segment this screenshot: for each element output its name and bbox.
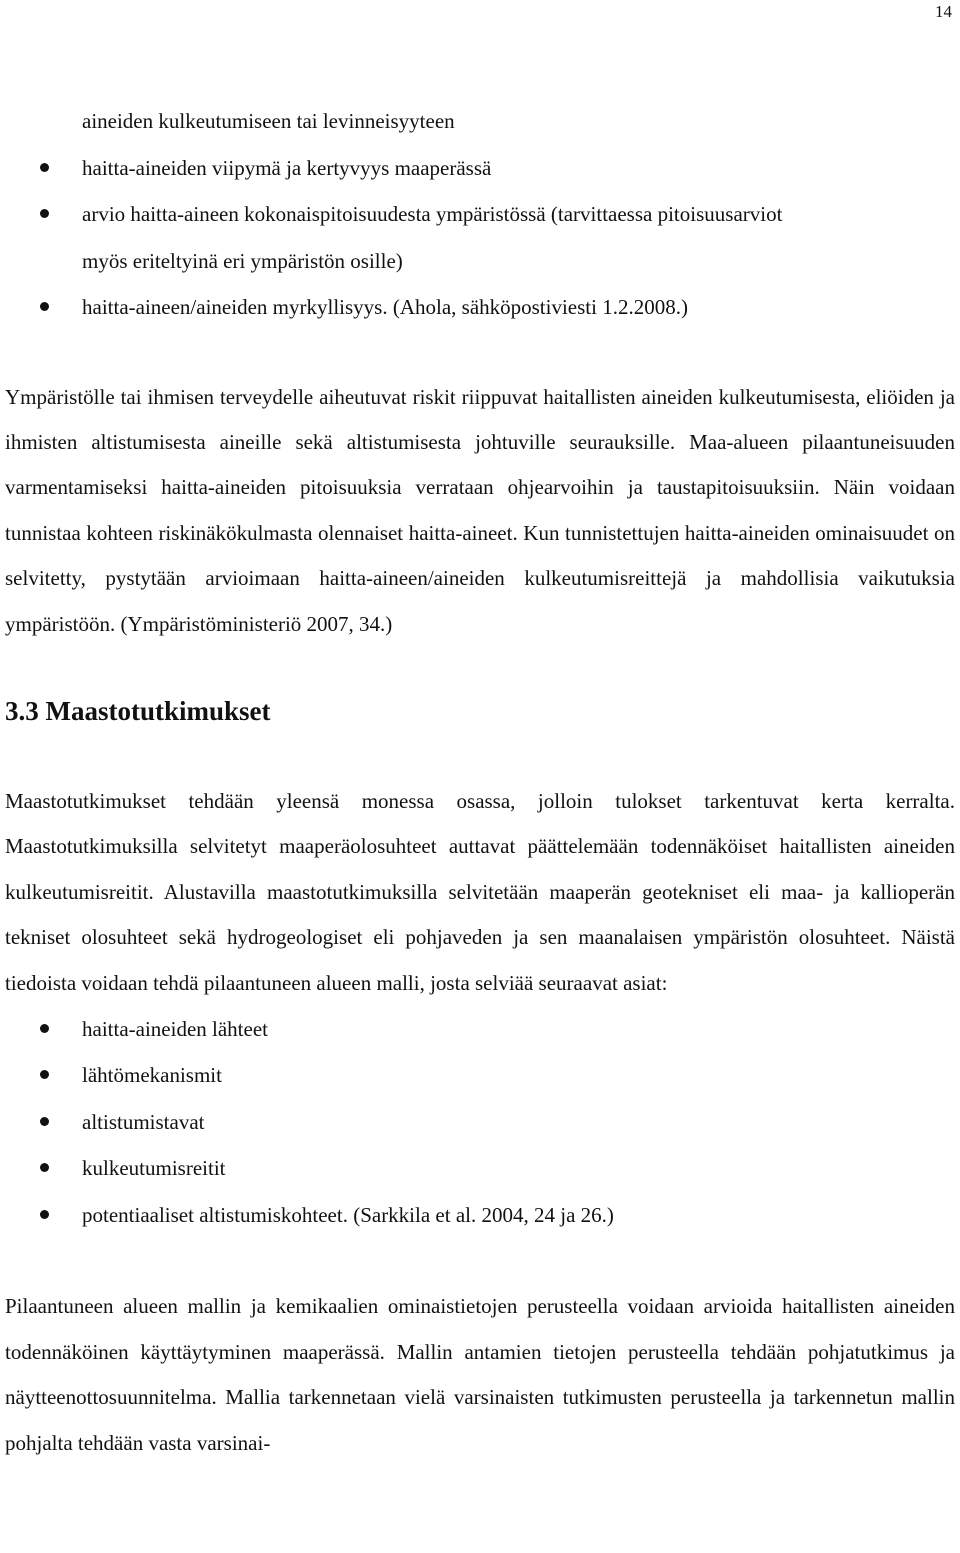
list-item: arvio haitta-aineen kokonaispitoisuudesta ympäristössä (tarvittaessa pitoisuusarviot (5, 191, 955, 238)
paragraph-model: Pilaantuneen alueen mallin ja kemikaalien ominaistietojen perusteella voidaan arvioida haitallisten aineiden todennäköinen käyttäytyminen maaperässä. Mallin antamien tietojen perusteella tehdään pohjatutkimus ja näytteenottosuunnitelma. Mallia tarkennetaan vielä varsinaisten tutkimusten perusteella ja tarkennetun mallin pohjalta tehdään vasta varsinai- (5, 1294, 955, 1455)
top-bullet-list (5, 98, 955, 331)
section-heading: 3.3 Maastotutkimukset (5, 695, 271, 726)
list-item: potentiaaliset altistumiskohteet. (Sarkkila et al. 2004, 24 ja 26.) (5, 1192, 955, 1239)
list-item: altistumistavat (5, 1099, 955, 1146)
list-item: haitta-aineiden viipymä ja kertyvyys maaperässä (5, 145, 955, 192)
paragraph-risks: Ympäristölle tai ihmisen terveydelle aiheutuvat riskit riippuvat haitallisten aineiden kulkeutumisesta, eliöiden ja ihmisten altistumisesta aineille sekä altistumisesta johtuville seurauksille. Maa-alueen pilaantuneisuuden varmentamiseksi haitta-aineiden pitoisuuksia verrataan ohjearvoihin ja taustapitoisuuksiin. Näin voidaan tunnistaa kohteen riskinäkökulmasta olennaiset haitta-aineet. Kun tunnistettujen haitta-aineiden ominaisuudet on selvitetty, pystytään arvioimaan haitta-aineen/aineiden kulkeutumisreittejä ja mahdollisia vaikutuksia ympäristöön. (Ympäristöministeriö 2007, 34.) (5, 384, 955, 636)
paragraph-field-studies: Maastotutkimukset tehdään yleensä monessa osassa, jolloin tulokset tarkentuvat kerta kerralta. Maastotutkimuksilla selvitetyt maaperäolosuhteet auttavat päättelemään todennäköiset haitallisten aineiden kulkeutumisreitit. Alustavilla maastotutkimuksilla selvitetään maaperän geotekniset eli maa- ja kallioperän tekniset olosuhteet sekä hydrogeologiset eli pohjaveden ja sen maanalaisen ympäristön olosuhteet. Näistä tiedoista voidaan tehdä pilaantuneen alueen malli, josta selviää seuraavat asiat: (5, 788, 955, 995)
list-item: aineiden kulkeutumiseen tai levinneisyyteen (82, 109, 455, 133)
list-item: haitta-aineen/aineiden myrkyllisyys. (Ahola, sähköpostiviesti 1.2.2008.) (5, 284, 955, 331)
page-number: 14 (935, 2, 952, 21)
list-item: myös eriteltyinä eri ympäristön osille) (82, 248, 403, 273)
list-item: lähtömekanismit (5, 1052, 955, 1099)
model-bullet-list (5, 1006, 955, 1239)
list-item: kulkeutumisreitit (5, 1145, 955, 1192)
list-item: haitta-aineiden lähteet (5, 1006, 955, 1053)
document-body (5, 98, 955, 1466)
